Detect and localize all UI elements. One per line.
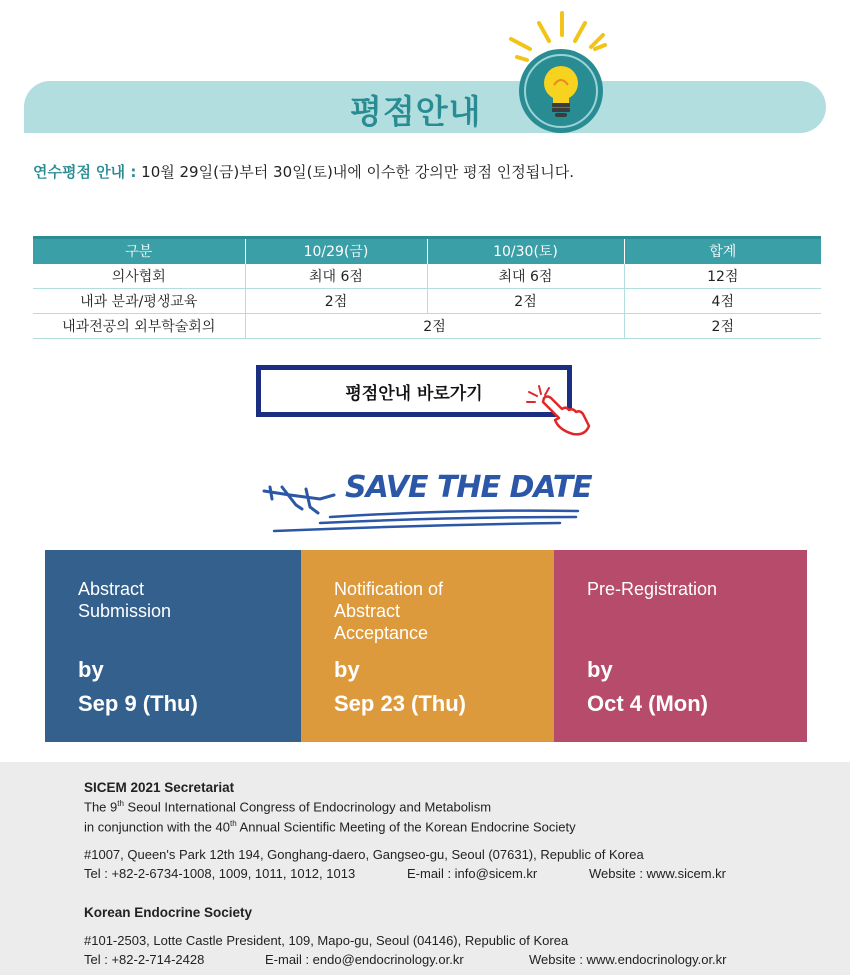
table-cell: 2점	[624, 314, 821, 339]
table-cell: 2점	[245, 289, 427, 314]
card-date: Oct 4 (Mon)	[587, 691, 708, 716]
credit-info	[33, 161, 574, 182]
card-date: Sep 9 (Thu)	[78, 691, 198, 716]
sicem-email[interactable]: E-mail : info@sicem.kr	[407, 866, 538, 881]
table-row	[33, 314, 821, 339]
card-title: Notification of Abstract Acceptance	[334, 579, 444, 643]
congress-line: The 9th Seoul International Congress of Endocrinology and Metabolism	[84, 799, 492, 815]
kes-title: Korean Endocrine Society	[84, 905, 253, 920]
sicem-website[interactable]: Website : www.sicem.kr	[589, 866, 727, 881]
deadline-card-pre-registration	[554, 550, 807, 742]
sicem-address: #1007, Queen's Park 12th 194, Gonghang-daero, Gangseo-gu, Seoul (07631), Republic of Korea	[84, 847, 644, 862]
table-header-total: 합계	[624, 238, 821, 264]
table-cell: 최대 6점	[427, 264, 624, 289]
table-header-row	[33, 238, 821, 264]
save-the-date-title: SAVE THE DATE	[345, 470, 592, 505]
table-cell: 12점	[624, 264, 821, 289]
sicem-tel: Tel : +82-2-6734-1008, 1009, 1011, 1012, 1013	[84, 866, 356, 881]
table-cell: 내과 분과/평생교육	[33, 289, 245, 314]
table-cell: 4점	[624, 289, 821, 314]
kes-tel: Tel : +82-2-714-2428	[84, 952, 205, 967]
table-row	[33, 264, 821, 289]
table-header-day2: 10/30(토)	[427, 238, 624, 264]
footer	[0, 762, 850, 975]
table-cell: 내과전공의 외부학술회의	[33, 314, 245, 339]
card-date: Sep 23 (Thu)	[334, 691, 467, 716]
card-title: Abstract Submission	[78, 579, 172, 621]
credit-info-link-label: 평점안내 바로가기	[345, 383, 483, 404]
table-header-day1: 10/29(금)	[245, 238, 427, 264]
deadline-card-abstract-submission	[45, 550, 301, 742]
conjunction-line: in conjunction with the 40th Annual Scientific Meeting of the Korean Endocrine Society	[84, 819, 576, 835]
card-title: Pre-Registration	[587, 579, 718, 599]
lightbulb-icon	[505, 5, 615, 135]
credit-info-label: 연수평점 안내 :	[33, 163, 137, 181]
table-row	[33, 289, 821, 314]
deadline-card-notification	[301, 550, 554, 742]
credit-info-text: 10월 29일(금)부터 30일(토)내에 이수한 강의만 평점 인정됩니다.	[141, 163, 574, 181]
table-header-category: 구분	[33, 238, 245, 264]
page-title: 평점안내	[350, 92, 482, 131]
kes-address: #101-2503, Lotte Castle President, 109, Mapo-gu, Seoul (04146), Republic of Korea	[84, 933, 569, 948]
card-by: by	[587, 657, 613, 682]
secretariat-title: SICEM 2021 Secretariat	[84, 780, 235, 795]
kes-email[interactable]: E-mail : endo@endocrinology.or.kr	[265, 952, 464, 967]
table-cell: 2점	[427, 289, 624, 314]
kes-website[interactable]: Website : www.endocrinology.or.kr	[529, 952, 727, 967]
table-cell: 최대 6점	[245, 264, 427, 289]
card-by: by	[334, 657, 360, 682]
table-cell: 2점	[245, 314, 624, 339]
credit-table	[33, 236, 821, 339]
table-cell: 의사협회	[33, 264, 245, 289]
card-by: by	[78, 657, 104, 682]
pointing-hand-icon	[525, 384, 595, 439]
